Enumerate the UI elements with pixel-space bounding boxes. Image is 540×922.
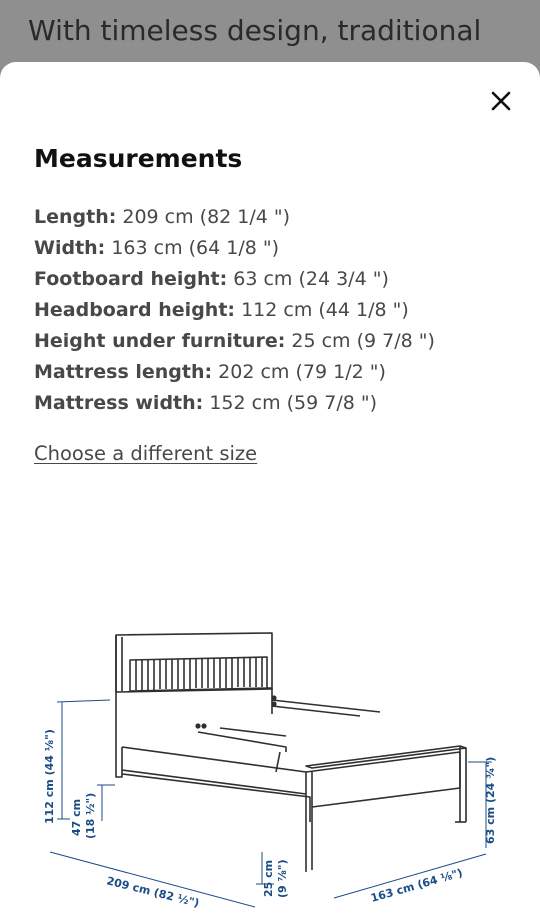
headboard-height-dimension: 112 cm (44 ⅛") [43, 729, 56, 824]
spec-row-width [34, 233, 435, 264]
spec-row-headboard-height [34, 295, 435, 326]
spec-label: Mattress length: [34, 361, 213, 383]
spec-row-mattress-width [34, 388, 435, 419]
close-icon [488, 88, 514, 114]
spec-label: Mattress width: [34, 392, 204, 414]
under-height-dimension-in: (9 ⅞") [276, 859, 289, 898]
close-button[interactable] [488, 88, 514, 114]
spec-value: 209 cm (82 1/4 ") [122, 206, 291, 228]
spec-value: 63 cm (24 3/4 ") [233, 268, 389, 290]
spec-value: 202 cm (79 1/2 ") [218, 361, 386, 383]
spec-label: Headboard height: [34, 299, 236, 321]
measurements-modal [0, 62, 540, 922]
spec-row-length [34, 202, 435, 233]
side-height-dimension-in: (18 ½") [84, 792, 97, 839]
spec-row-mattress-length [34, 357, 435, 388]
side-height-dimension-cm: 47 cm [70, 798, 83, 836]
background-description-text: With timeless design, traditional [28, 14, 482, 47]
spec-label: Width: [34, 237, 106, 259]
spec-value: 152 cm (59 7/8 ") [209, 392, 378, 414]
footboard-height-dimension: 63 cm (24 ¾") [484, 756, 497, 844]
spec-row-height-under-furniture [34, 326, 435, 357]
modal-title: Measurements [34, 144, 243, 173]
choose-different-size-link[interactable]: Choose a different size [34, 442, 258, 465]
length-dimension: 209 cm (82 ½") [105, 874, 201, 910]
spec-label: Height under furniture: [34, 330, 286, 352]
spec-value: 163 cm (64 1/8 ") [111, 237, 280, 259]
measurement-list [34, 202, 435, 419]
spec-value: 25 cm (9 7/8 ") [291, 330, 435, 352]
spec-row-footboard-height [34, 264, 435, 295]
width-dimension: 163 cm (64 ⅛") [369, 866, 465, 905]
spec-label: Footboard height: [34, 268, 228, 290]
spec-value: 112 cm (44 1/8 ") [241, 299, 409, 321]
under-height-dimension-cm: 25 cm [262, 859, 275, 897]
bed-dimension-illustration [40, 622, 510, 910]
bed-frame-drawing [116, 633, 466, 872]
spec-label: Length: [34, 206, 117, 228]
